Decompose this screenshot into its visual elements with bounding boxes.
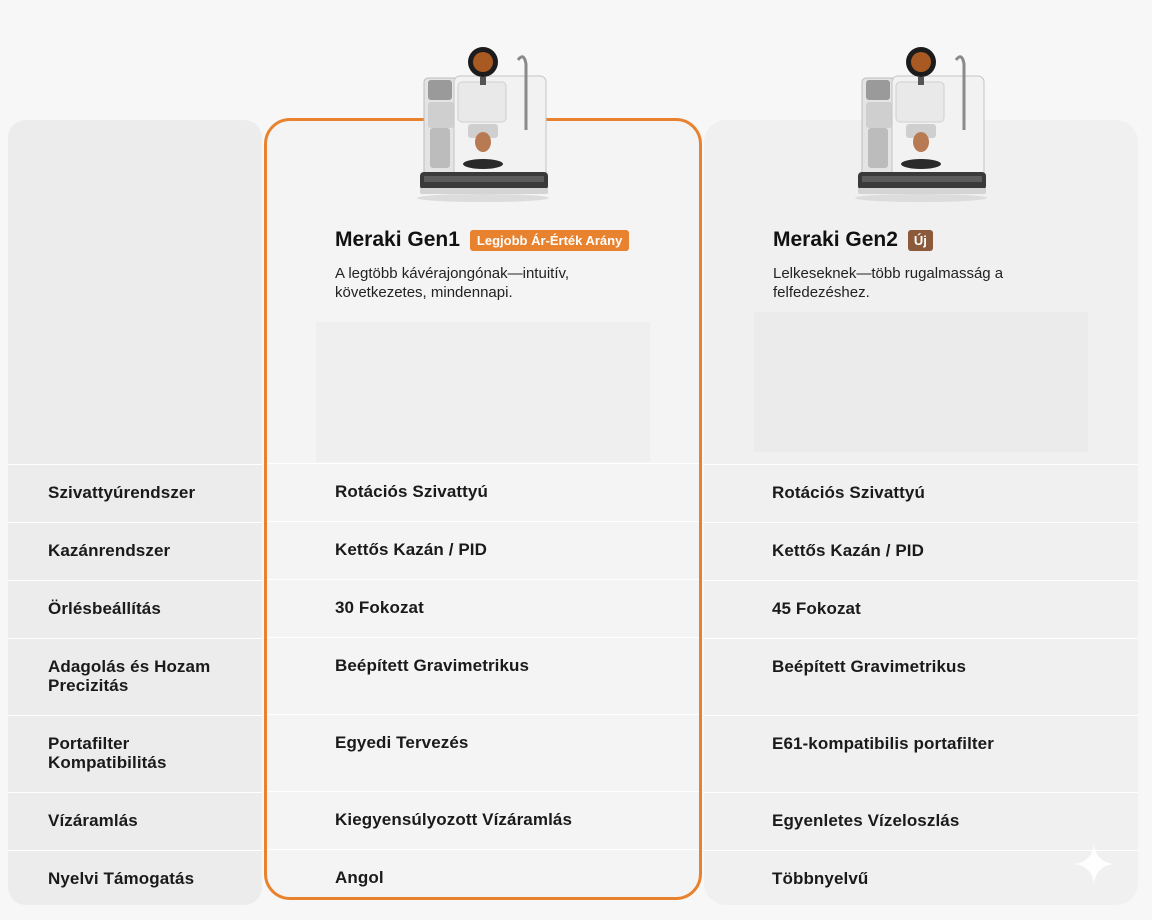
gen1-rows [267,463,699,907]
gen2-language: Többnyelvű [772,869,869,888]
gen2-portafilter: E61-kompatibilis portafilter [772,734,994,753]
gen1-best-value-badge: Legjobb Ár-Érték Arány [470,230,629,251]
label-rows [8,464,262,905]
gen1-boiler: Kettős Kazán / PID [335,540,487,559]
label-pump: Szivattyúrendszer [48,483,196,502]
gen2-boiler: Kettős Kazán / PID [772,541,924,560]
gen1-pump: Rotációs Szivattyú [335,482,488,501]
table-row [8,792,262,850]
gen1-header [335,228,629,302]
label-grind: Örlésbeállítás [48,599,161,618]
table-row [267,463,699,521]
espresso-machine-gen2-image [848,40,994,204]
gen1-grind: 30 Fokozat [335,598,424,617]
gen1-portafilter: Egyedi Tervezés [335,733,469,752]
sparkle-icon [1072,842,1116,886]
table-row [8,638,262,715]
table-row [8,715,262,792]
gen2-water-flow: Egyenletes Vízeloszlás [772,811,960,830]
table-row [267,637,699,714]
gen1-language: Angol [335,868,384,887]
table-row [267,714,699,791]
label-dosing: Adagolás és Hozam Precizitás [48,657,211,695]
gen2-rows [704,464,1138,905]
table-row [8,522,262,580]
table-row [267,791,699,849]
table-row [704,580,1138,638]
table-row [267,579,699,637]
label-language: Nyelvi Támogatás [48,869,195,888]
gen2-dosing: Beépített Gravimetrikus [772,657,967,676]
label-portafilter: Portafilter Kompatibilitás [48,734,167,772]
gen1-product-name: Meraki Gen1 [335,228,460,251]
table-row [704,715,1138,792]
gen2-grind: 45 Fokozat [772,599,861,618]
label-water-flow: Vízáramlás [48,811,138,830]
table-row [704,464,1138,522]
espresso-machine-gen1-image [410,40,556,204]
gen2-description: Lelkeseknek—több rugalmasság a felfedezéshez. [773,265,1004,301]
table-row [8,850,262,905]
gen2-new-badge: Új [908,230,933,251]
label-boiler: Kazánrendszer [48,541,171,560]
gen2-header [773,228,1053,302]
gen2-placeholder-area [754,312,1088,452]
table-row [8,464,262,522]
gen1-water-flow: Kiegyensúlyozott Vízáramlás [335,810,572,829]
table-row [704,522,1138,580]
table-row [8,580,262,638]
feature-label-column [8,120,262,905]
table-row [704,638,1138,715]
table-row [267,849,699,907]
gen1-placeholder-area [316,322,650,462]
gen2-pump: Rotációs Szivattyú [772,483,925,502]
table-row [267,521,699,579]
gen2-product-name: Meraki Gen2 [773,228,898,251]
gen1-dosing: Beépített Gravimetrikus [335,656,530,675]
gen1-description: A legtöbb kávérajongónak—intuitív, következetes, mindennapi. [335,265,570,301]
